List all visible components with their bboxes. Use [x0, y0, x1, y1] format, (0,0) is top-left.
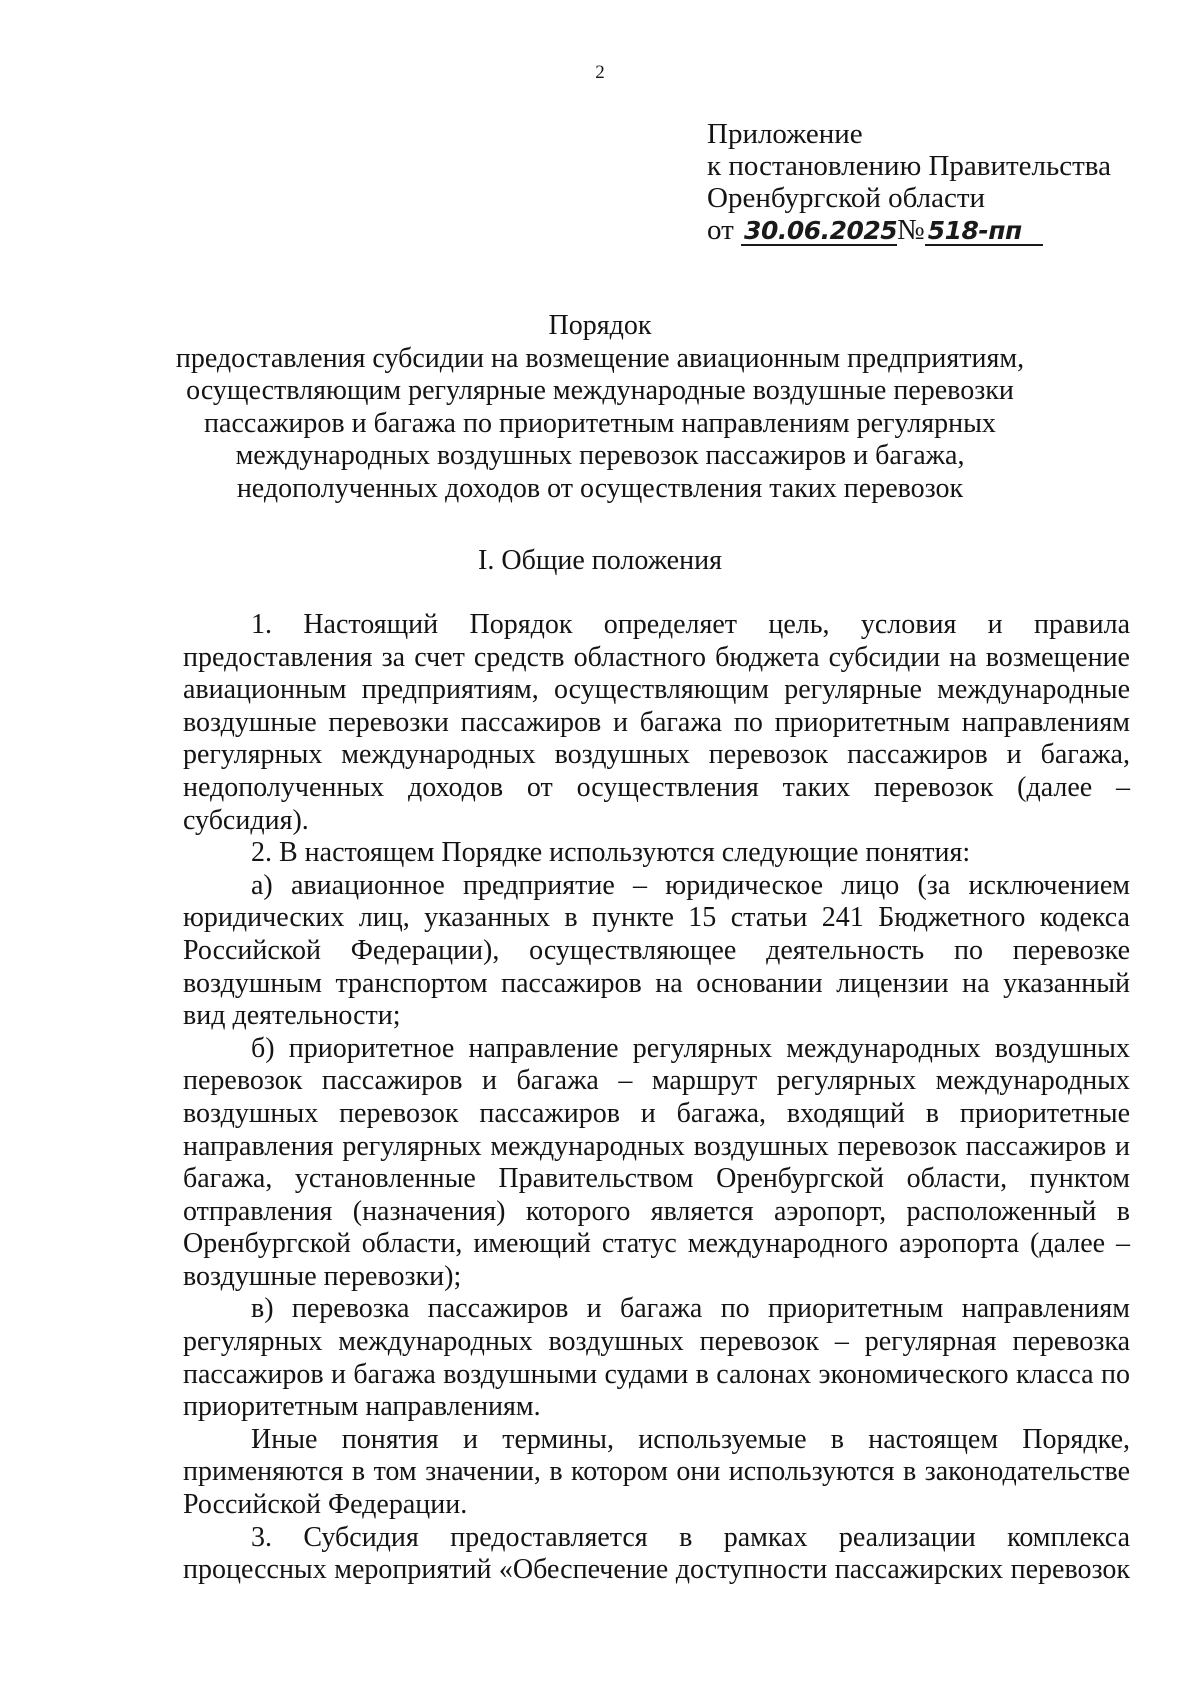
attachment-block — [707, 118, 1111, 246]
body-line: воздушных перевозок пассажиров и багажа, входящий в приоритетные — [183, 1097, 1130, 1129]
body-line: воздушным транспортом пассажиров на основании лицензии на указанный — [183, 967, 1130, 999]
body-line: вид деятельности; — [183, 1000, 401, 1032]
body-line: предоставления за счет средств областного бюджета субсидии на возмещение — [183, 641, 1130, 673]
body-line: багажа, установленные Правительством Оренбургской области, пунктом — [183, 1163, 1130, 1195]
title-line: недополученных доходов от осуществления таких перевозок — [236, 472, 964, 504]
document-title — [0, 310, 1200, 505]
body-line: перевозок пассажиров и багажа – маршрут регулярных международных — [183, 1065, 1130, 1097]
body-line: Российской Федерации. — [183, 1489, 468, 1521]
body-line: недополученных доходов от осуществления таких перевозок (далее – — [183, 771, 1130, 803]
body-line: направления регулярных международных воздушных перевозок пассажиров и — [183, 1130, 1130, 1162]
title-line: предоставления субсидии на возмещение авиационным предприятиям, — [175, 342, 1025, 374]
section-heading: I. Общие положения — [478, 545, 722, 576]
title-line: осуществляющим регулярные международные воздушные перевозки — [186, 375, 1014, 406]
body-line: 3. Субсидия предоставляется в рамках реализации комплекса — [251, 1521, 1130, 1553]
handwritten-date: 30.06.2025 — [741, 218, 897, 246]
body-text — [183, 609, 1130, 1587]
body-line: в) перевозка пассажиров и багажа по приоритетным направлениям — [251, 1293, 1130, 1325]
number-sign: № — [897, 214, 925, 246]
body-line: Оренбургской области, имеющий статус международного аэропорта (далее – — [183, 1228, 1130, 1260]
body-line: воздушные перевозки); — [183, 1260, 462, 1292]
body-line: отправления (назначения) которого является аэропорт, расположенный в — [183, 1195, 1130, 1227]
body-line: воздушные перевозки пассажиров и багажа по приоритетным направлениям — [183, 706, 1130, 738]
body-line: 1. Настоящий Порядок определяет цель, условия и правила — [251, 609, 1130, 640]
body-line: Российской Федерации), осуществляющее деятельность по перевозке — [183, 934, 1130, 966]
body-line: приоритетным направлениям. — [183, 1391, 541, 1423]
attachment-resolution: к постановлению Правительства — [707, 150, 1111, 182]
body-line: юридических лиц, указанных в пункте 15 статьи 241 Бюджетного кодекса — [183, 902, 1130, 934]
attachment-region: Оренбургской области — [707, 182, 986, 214]
body-line: а) авиационное предприятие – юридическое лицо (за исключением — [251, 869, 1130, 901]
body-line: пассажиров и багажа воздушными судами в салонах экономического класса по — [183, 1358, 1130, 1390]
body-line: субсидия). — [183, 804, 309, 836]
handwritten-number: 518-пп — [925, 218, 1043, 246]
body-line: авиационным предприятиям, осуществляющим регулярные международные — [183, 674, 1130, 706]
title-line: международных воздушных перевозок пассажиров и багажа, — [235, 440, 965, 471]
body-line: б) приоритетное направление регулярных международных воздушных — [251, 1032, 1130, 1064]
body-line: процессных мероприятий «Обеспечение доступности пассажирских перевозок — [183, 1554, 1130, 1586]
title-line: пассажиров и багажа по приоритетным направлениям регулярных — [204, 407, 996, 439]
attachment-title: Приложение — [707, 118, 863, 150]
body-line: Иные понятия и термины, используемые в настоящем Порядке, — [251, 1423, 1130, 1455]
body-line: 2. В настоящем Порядке используются следующие понятия: — [251, 837, 971, 869]
body-line: применяются в том значении, в котором они используются в законодательстве — [183, 1456, 1130, 1488]
attachment-date-line — [707, 214, 1111, 246]
body-line: регулярных международных воздушных перевозок пассажиров и багажа, — [183, 739, 1130, 771]
date-prefix: от — [707, 214, 734, 246]
page-number: 2 — [595, 62, 605, 83]
body-line: регулярных международных воздушных перевозок – регулярная перевозка — [183, 1326, 1130, 1358]
title-heading: Порядок — [548, 310, 652, 341]
